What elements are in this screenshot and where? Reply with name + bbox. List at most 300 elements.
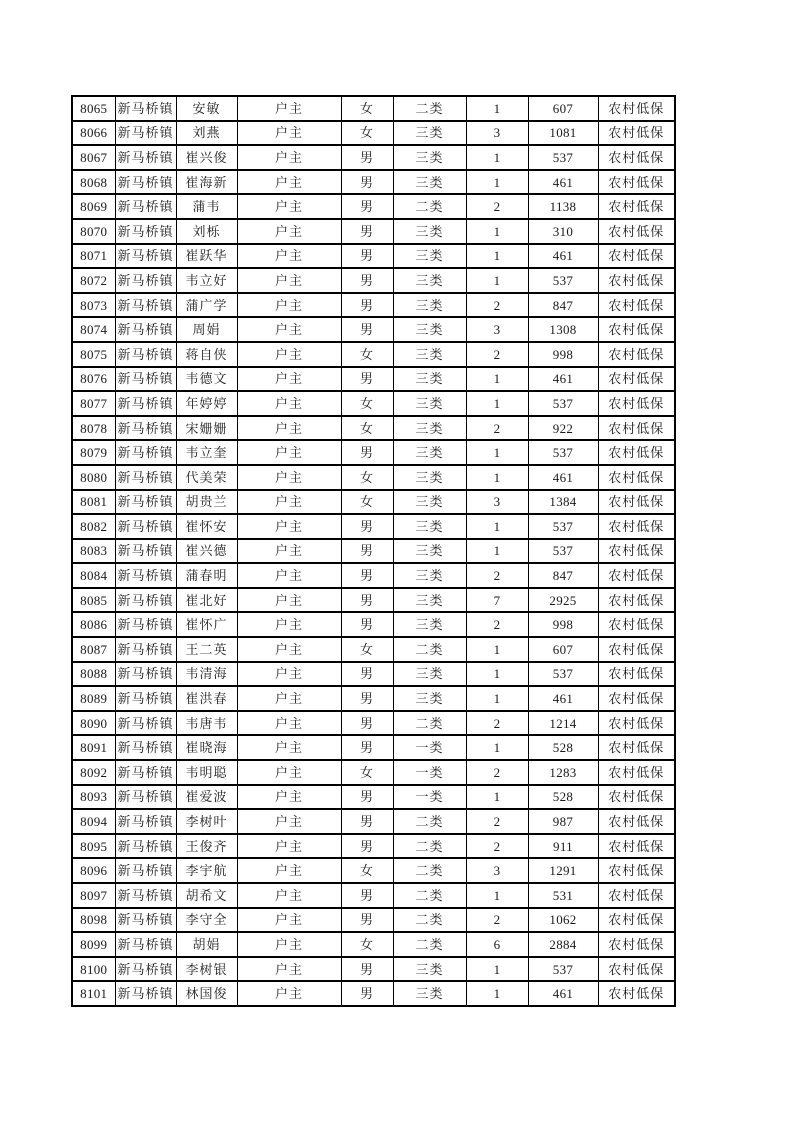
table-row [72, 268, 675, 293]
cell-amount: 537 [528, 514, 598, 539]
cell-amount: 998 [528, 342, 598, 367]
cell-person-count: 1 [466, 514, 528, 539]
cell-person-count: 2 [466, 612, 528, 637]
cell-relation: 户主 [237, 760, 341, 785]
cell-relation: 户主 [237, 563, 341, 588]
cell-person-count: 3 [466, 858, 528, 883]
cell-person-name: 宋姗姗 [176, 416, 237, 441]
cell-serial-number: 8101 [72, 981, 115, 1006]
cell-person-count: 1 [466, 96, 528, 121]
cell-relation: 户主 [237, 514, 341, 539]
cell-relation: 户主 [237, 932, 341, 957]
cell-person-name: 蒲韦 [176, 194, 237, 219]
cell-amount: 607 [528, 96, 598, 121]
cell-town: 新马桥镇 [115, 490, 176, 515]
cell-person-count: 2 [466, 711, 528, 736]
cell-town: 新马桥镇 [115, 145, 176, 170]
cell-serial-number: 8098 [72, 908, 115, 933]
cell-serial-number: 8081 [72, 490, 115, 515]
cell-town: 新马桥镇 [115, 465, 176, 490]
cell-serial-number: 8083 [72, 539, 115, 564]
cell-relation: 户主 [237, 834, 341, 859]
cell-person-name: 林国俊 [176, 981, 237, 1006]
cell-serial-number: 8087 [72, 637, 115, 662]
cell-category: 一类 [393, 760, 466, 785]
cell-subsidy-type: 农村低保 [598, 145, 675, 170]
cell-person-count: 1 [466, 244, 528, 269]
cell-town: 新马桥镇 [115, 342, 176, 367]
cell-gender: 男 [341, 662, 393, 687]
cell-person-count: 2 [466, 563, 528, 588]
cell-person-name: 韦德文 [176, 367, 237, 392]
cell-relation: 户主 [237, 711, 341, 736]
cell-gender: 男 [341, 785, 393, 810]
cell-category: 三类 [393, 957, 466, 982]
cell-category: 二类 [393, 932, 466, 957]
cell-person-name: 韦立奎 [176, 440, 237, 465]
cell-serial-number: 8076 [72, 367, 115, 392]
cell-relation: 户主 [237, 612, 341, 637]
cell-town: 新马桥镇 [115, 268, 176, 293]
cell-amount: 1138 [528, 194, 598, 219]
cell-serial-number: 8091 [72, 735, 115, 760]
cell-serial-number: 8094 [72, 809, 115, 834]
cell-serial-number: 8069 [72, 194, 115, 219]
table-row [72, 367, 675, 392]
cell-amount: 2884 [528, 932, 598, 957]
cell-serial-number: 8074 [72, 317, 115, 342]
cell-town: 新马桥镇 [115, 539, 176, 564]
cell-amount: 987 [528, 809, 598, 834]
cell-person-count: 3 [466, 490, 528, 515]
cell-amount: 911 [528, 834, 598, 859]
table-row [72, 465, 675, 490]
cell-person-name: 胡娟 [176, 932, 237, 957]
cell-person-name: 崔兴德 [176, 539, 237, 564]
cell-person-count: 1 [466, 145, 528, 170]
cell-town: 新马桥镇 [115, 416, 176, 441]
cell-category: 三类 [393, 612, 466, 637]
cell-gender: 男 [341, 440, 393, 465]
cell-category: 二类 [393, 194, 466, 219]
cell-town: 新马桥镇 [115, 637, 176, 662]
cell-person-name: 韦明聪 [176, 760, 237, 785]
cell-serial-number: 8097 [72, 883, 115, 908]
cell-relation: 户主 [237, 490, 341, 515]
cell-amount: 537 [528, 440, 598, 465]
cell-relation: 户主 [237, 539, 341, 564]
cell-subsidy-type: 农村低保 [598, 121, 675, 146]
cell-person-name: 崔爱波 [176, 785, 237, 810]
cell-category: 三类 [393, 342, 466, 367]
cell-person-count: 2 [466, 194, 528, 219]
cell-subsidy-type: 农村低保 [598, 637, 675, 662]
cell-amount: 537 [528, 268, 598, 293]
table-row [72, 490, 675, 515]
cell-subsidy-type: 农村低保 [598, 244, 675, 269]
cell-relation: 户主 [237, 96, 341, 121]
cell-subsidy-type: 农村低保 [598, 539, 675, 564]
cell-town: 新马桥镇 [115, 760, 176, 785]
cell-serial-number: 8067 [72, 145, 115, 170]
cell-amount: 1384 [528, 490, 598, 515]
cell-person-name: 安敏 [176, 96, 237, 121]
cell-relation: 户主 [237, 219, 341, 244]
cell-gender: 男 [341, 514, 393, 539]
cell-gender: 女 [341, 932, 393, 957]
cell-gender: 男 [341, 539, 393, 564]
cell-relation: 户主 [237, 883, 341, 908]
cell-category: 三类 [393, 391, 466, 416]
cell-person-name: 蒲广学 [176, 293, 237, 318]
cell-town: 新马桥镇 [115, 883, 176, 908]
cell-town: 新马桥镇 [115, 244, 176, 269]
cell-category: 三类 [393, 563, 466, 588]
cell-person-count: 2 [466, 908, 528, 933]
cell-gender: 女 [341, 342, 393, 367]
cell-town: 新马桥镇 [115, 391, 176, 416]
table-row [72, 293, 675, 318]
cell-person-name: 李树银 [176, 957, 237, 982]
cell-amount: 607 [528, 637, 598, 662]
cell-town: 新马桥镇 [115, 367, 176, 392]
cell-category: 三类 [393, 268, 466, 293]
cell-subsidy-type: 农村低保 [598, 588, 675, 613]
cell-relation: 户主 [237, 465, 341, 490]
cell-serial-number: 8084 [72, 563, 115, 588]
cell-person-count: 1 [466, 391, 528, 416]
cell-relation: 户主 [237, 416, 341, 441]
cell-person-count: 1 [466, 539, 528, 564]
cell-town: 新马桥镇 [115, 834, 176, 859]
cell-relation: 户主 [237, 194, 341, 219]
cell-town: 新马桥镇 [115, 317, 176, 342]
cell-amount: 537 [528, 957, 598, 982]
cell-gender: 男 [341, 981, 393, 1006]
cell-relation: 户主 [237, 268, 341, 293]
cell-person-count: 2 [466, 760, 528, 785]
cell-category: 二类 [393, 711, 466, 736]
table-row [72, 662, 675, 687]
cell-serial-number: 8082 [72, 514, 115, 539]
cell-subsidy-type: 农村低保 [598, 883, 675, 908]
cell-subsidy-type: 农村低保 [598, 391, 675, 416]
cell-gender: 女 [341, 121, 393, 146]
cell-subsidy-type: 农村低保 [598, 170, 675, 195]
cell-relation: 户主 [237, 588, 341, 613]
cell-subsidy-type: 农村低保 [598, 760, 675, 785]
cell-serial-number: 8092 [72, 760, 115, 785]
table-row [72, 834, 675, 859]
cell-serial-number: 8068 [72, 170, 115, 195]
cell-amount: 847 [528, 563, 598, 588]
cell-person-name: 韦唐韦 [176, 711, 237, 736]
cell-person-count: 1 [466, 981, 528, 1006]
cell-person-count: 1 [466, 465, 528, 490]
cell-subsidy-type: 农村低保 [598, 563, 675, 588]
table-row [72, 416, 675, 441]
cell-serial-number: 8079 [72, 440, 115, 465]
cell-town: 新马桥镇 [115, 809, 176, 834]
cell-gender: 女 [341, 465, 393, 490]
cell-gender: 男 [341, 367, 393, 392]
cell-category: 三类 [393, 317, 466, 342]
cell-gender: 男 [341, 588, 393, 613]
cell-person-count: 1 [466, 735, 528, 760]
cell-gender: 男 [341, 686, 393, 711]
cell-person-name: 刘栎 [176, 219, 237, 244]
cell-amount: 528 [528, 735, 598, 760]
cell-serial-number: 8078 [72, 416, 115, 441]
cell-town: 新马桥镇 [115, 908, 176, 933]
cell-category: 三类 [393, 244, 466, 269]
table-row [72, 711, 675, 736]
cell-town: 新马桥镇 [115, 96, 176, 121]
cell-category: 三类 [393, 490, 466, 515]
cell-category: 一类 [393, 735, 466, 760]
table-row [72, 194, 675, 219]
cell-town: 新马桥镇 [115, 686, 176, 711]
table-row [72, 121, 675, 146]
cell-serial-number: 8095 [72, 834, 115, 859]
table-row [72, 317, 675, 342]
cell-amount: 2925 [528, 588, 598, 613]
cell-relation: 户主 [237, 981, 341, 1006]
cell-person-name: 胡希文 [176, 883, 237, 908]
cell-person-name: 崔晓海 [176, 735, 237, 760]
cell-serial-number: 8100 [72, 957, 115, 982]
cell-subsidy-type: 农村低保 [598, 662, 675, 687]
cell-person-name: 王俊齐 [176, 834, 237, 859]
cell-person-name: 崔洪春 [176, 686, 237, 711]
cell-gender: 女 [341, 96, 393, 121]
table-row [72, 760, 675, 785]
cell-gender: 男 [341, 293, 393, 318]
cell-subsidy-type: 农村低保 [598, 686, 675, 711]
cell-category: 二类 [393, 858, 466, 883]
cell-category: 一类 [393, 785, 466, 810]
cell-amount: 1214 [528, 711, 598, 736]
cell-town: 新马桥镇 [115, 194, 176, 219]
cell-serial-number: 8065 [72, 96, 115, 121]
cell-town: 新马桥镇 [115, 514, 176, 539]
cell-relation: 户主 [237, 391, 341, 416]
cell-person-name: 李守全 [176, 908, 237, 933]
cell-amount: 461 [528, 367, 598, 392]
cell-town: 新马桥镇 [115, 219, 176, 244]
cell-person-name: 胡贵兰 [176, 490, 237, 515]
subsidy-roster-table [71, 95, 676, 1007]
cell-gender: 男 [341, 957, 393, 982]
cell-subsidy-type: 农村低保 [598, 932, 675, 957]
cell-town: 新马桥镇 [115, 785, 176, 810]
cell-amount: 1081 [528, 121, 598, 146]
cell-gender: 男 [341, 317, 393, 342]
cell-amount: 528 [528, 785, 598, 810]
table-row [72, 785, 675, 810]
cell-person-count: 1 [466, 637, 528, 662]
cell-amount: 537 [528, 391, 598, 416]
cell-gender: 男 [341, 834, 393, 859]
cell-category: 三类 [393, 145, 466, 170]
cell-amount: 1291 [528, 858, 598, 883]
cell-person-name: 代美荣 [176, 465, 237, 490]
cell-amount: 1283 [528, 760, 598, 785]
cell-subsidy-type: 农村低保 [598, 981, 675, 1006]
cell-amount: 998 [528, 612, 598, 637]
cell-serial-number: 8096 [72, 858, 115, 883]
cell-category: 二类 [393, 883, 466, 908]
cell-town: 新马桥镇 [115, 662, 176, 687]
table-row [72, 440, 675, 465]
cell-person-name: 韦立好 [176, 268, 237, 293]
cell-amount: 922 [528, 416, 598, 441]
cell-person-name: 韦清海 [176, 662, 237, 687]
cell-relation: 户主 [237, 170, 341, 195]
cell-amount: 461 [528, 170, 598, 195]
cell-person-count: 2 [466, 809, 528, 834]
cell-person-name: 蒲春明 [176, 563, 237, 588]
cell-amount: 461 [528, 244, 598, 269]
cell-relation: 户主 [237, 317, 341, 342]
table-row [72, 96, 675, 121]
table-row [72, 981, 675, 1006]
cell-relation: 户主 [237, 908, 341, 933]
cell-person-count: 3 [466, 121, 528, 146]
cell-subsidy-type: 农村低保 [598, 342, 675, 367]
cell-town: 新马桥镇 [115, 612, 176, 637]
table-row [72, 612, 675, 637]
cell-gender: 女 [341, 490, 393, 515]
table-body [72, 96, 675, 1006]
cell-category: 二类 [393, 637, 466, 662]
cell-subsidy-type: 农村低保 [598, 219, 675, 244]
cell-subsidy-type: 农村低保 [598, 490, 675, 515]
cell-person-name: 刘燕 [176, 121, 237, 146]
cell-gender: 男 [341, 612, 393, 637]
cell-person-count: 1 [466, 219, 528, 244]
cell-category: 三类 [393, 465, 466, 490]
cell-amount: 537 [528, 539, 598, 564]
cell-relation: 户主 [237, 637, 341, 662]
cell-gender: 男 [341, 563, 393, 588]
cell-town: 新马桥镇 [115, 440, 176, 465]
cell-serial-number: 8075 [72, 342, 115, 367]
cell-person-name: 年婷婷 [176, 391, 237, 416]
cell-town: 新马桥镇 [115, 121, 176, 146]
cell-person-name: 李树叶 [176, 809, 237, 834]
table-row [72, 563, 675, 588]
table-row [72, 908, 675, 933]
cell-serial-number: 8073 [72, 293, 115, 318]
cell-subsidy-type: 农村低保 [598, 735, 675, 760]
cell-person-count: 2 [466, 342, 528, 367]
cell-subsidy-type: 农村低保 [598, 268, 675, 293]
cell-relation: 户主 [237, 121, 341, 146]
cell-subsidy-type: 农村低保 [598, 293, 675, 318]
cell-gender: 女 [341, 760, 393, 785]
cell-serial-number: 8066 [72, 121, 115, 146]
cell-relation: 户主 [237, 367, 341, 392]
cell-subsidy-type: 农村低保 [598, 317, 675, 342]
cell-subsidy-type: 农村低保 [598, 908, 675, 933]
cell-subsidy-type: 农村低保 [598, 440, 675, 465]
table-row [72, 735, 675, 760]
cell-person-count: 1 [466, 662, 528, 687]
table-row [72, 957, 675, 982]
table-row [72, 686, 675, 711]
cell-town: 新马桥镇 [115, 293, 176, 318]
cell-subsidy-type: 农村低保 [598, 711, 675, 736]
cell-person-count: 1 [466, 268, 528, 293]
cell-gender: 男 [341, 170, 393, 195]
cell-subsidy-type: 农村低保 [598, 834, 675, 859]
cell-town: 新马桥镇 [115, 563, 176, 588]
cell-person-count: 1 [466, 785, 528, 810]
cell-gender: 男 [341, 711, 393, 736]
table-row [72, 588, 675, 613]
cell-gender: 男 [341, 809, 393, 834]
cell-serial-number: 8077 [72, 391, 115, 416]
table-row [72, 514, 675, 539]
cell-town: 新马桥镇 [115, 981, 176, 1006]
table-row [72, 219, 675, 244]
cell-category: 三类 [393, 588, 466, 613]
cell-category: 三类 [393, 367, 466, 392]
cell-town: 新马桥镇 [115, 957, 176, 982]
cell-category: 三类 [393, 514, 466, 539]
cell-relation: 户主 [237, 809, 341, 834]
cell-category: 三类 [393, 662, 466, 687]
cell-amount: 531 [528, 883, 598, 908]
table-row [72, 858, 675, 883]
table-row [72, 170, 675, 195]
table-row [72, 637, 675, 662]
cell-person-count: 1 [466, 440, 528, 465]
cell-serial-number: 8086 [72, 612, 115, 637]
cell-person-count: 2 [466, 834, 528, 859]
cell-gender: 男 [341, 145, 393, 170]
cell-town: 新马桥镇 [115, 858, 176, 883]
cell-relation: 户主 [237, 244, 341, 269]
cell-person-name: 崔海新 [176, 170, 237, 195]
cell-category: 三类 [393, 539, 466, 564]
cell-town: 新马桥镇 [115, 588, 176, 613]
cell-amount: 310 [528, 219, 598, 244]
cell-gender: 男 [341, 194, 393, 219]
cell-category: 三类 [393, 686, 466, 711]
cell-serial-number: 8072 [72, 268, 115, 293]
cell-category: 二类 [393, 809, 466, 834]
cell-person-name: 蒋自侠 [176, 342, 237, 367]
cell-amount: 1308 [528, 317, 598, 342]
cell-gender: 女 [341, 858, 393, 883]
cell-town: 新马桥镇 [115, 170, 176, 195]
cell-person-count: 1 [466, 170, 528, 195]
cell-subsidy-type: 农村低保 [598, 367, 675, 392]
cell-category: 三类 [393, 440, 466, 465]
cell-town: 新马桥镇 [115, 735, 176, 760]
cell-person-name: 崔怀安 [176, 514, 237, 539]
cell-person-count: 1 [466, 367, 528, 392]
cell-amount: 537 [528, 145, 598, 170]
table-row [72, 391, 675, 416]
cell-person-name: 崔兴俊 [176, 145, 237, 170]
cell-serial-number: 8085 [72, 588, 115, 613]
cell-category: 三类 [393, 121, 466, 146]
cell-relation: 户主 [237, 735, 341, 760]
cell-town: 新马桥镇 [115, 932, 176, 957]
